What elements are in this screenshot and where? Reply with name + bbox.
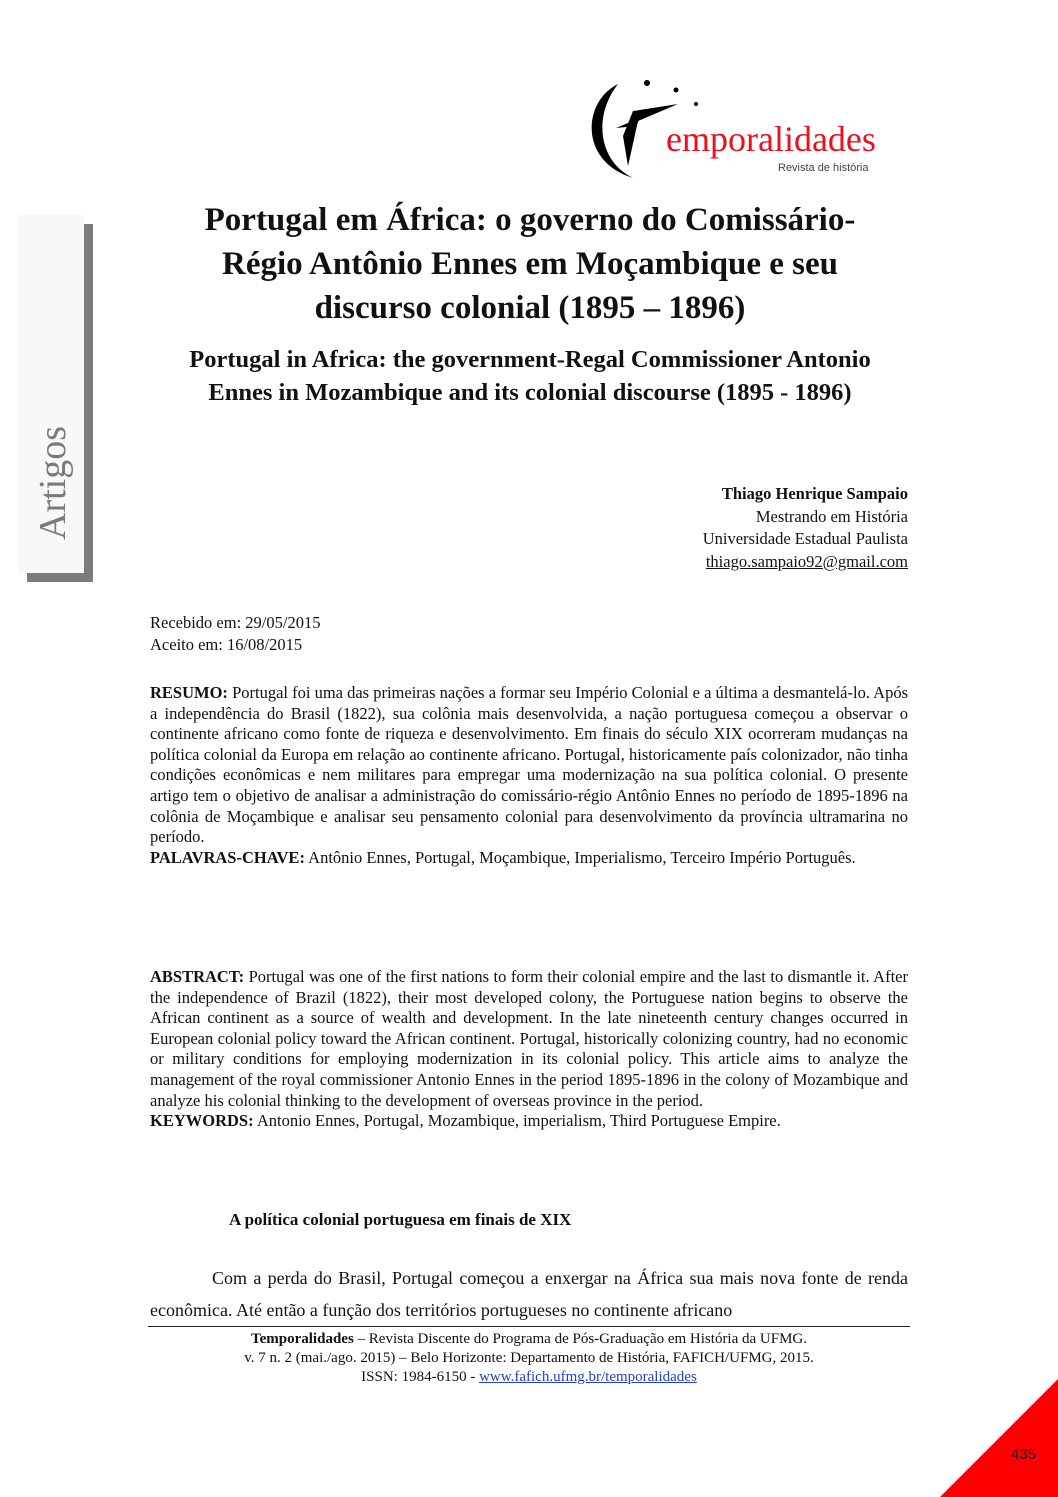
keywords-text: Antonio Ennes, Portugal, Mozambique, imperialism, Third Portuguese Empire. bbox=[256, 1111, 781, 1131]
footer-journal-name: Temporalidades bbox=[250, 1331, 354, 1347]
page-corner-triangle bbox=[940, 1379, 1058, 1497]
page-number: 435 bbox=[1011, 1446, 1037, 1463]
resumo-block bbox=[150, 683, 908, 868]
footer-line1: – Revista Discente do Programa de Pós-Graduação em História da UFMG. bbox=[353, 1331, 808, 1347]
accepted-date: Aceito em: 16/08/2015 bbox=[150, 635, 303, 654]
journal-logo bbox=[578, 66, 898, 186]
dates-block bbox=[150, 612, 320, 656]
author-institution: Universidade Estadual Paulista bbox=[702, 529, 908, 548]
logo-wordmark: emporalidades bbox=[666, 119, 876, 159]
footer-url-link[interactable]: www.fafich.ufmg.br/temporalidades bbox=[479, 1369, 697, 1385]
section-tab-label: Artigos bbox=[32, 426, 74, 540]
footer-issn: ISSN: 1984-6150 - bbox=[361, 1369, 480, 1385]
palavras-chave-label: PALAVRAS-CHAVE: bbox=[150, 847, 305, 867]
footer-divider bbox=[148, 1326, 910, 1327]
author-block bbox=[703, 483, 908, 573]
logo-subtitle: Revista de história bbox=[778, 162, 869, 174]
abstract-block bbox=[150, 967, 908, 1132]
keywords-label: KEYWORDS: bbox=[150, 1111, 254, 1131]
page-footer bbox=[148, 1330, 910, 1387]
abstract-label: ABSTRACT: bbox=[150, 967, 245, 986]
footer-line2: v. 7 n. 2 (mai./ago. 2015) – Belo Horizonte: Departamento de História, FAFICH/UFMG, 2015. bbox=[244, 1350, 814, 1366]
article-title-pt: Portugal em África: o governo do Comissário-Régio Antônio Ennes em Moçambique e seu discurso colonial (1895 – 1896) bbox=[204, 202, 856, 326]
palavras-chave-text: Antônio Ennes, Portugal, Moçambique, Imperialismo, Terceiro Império Português. bbox=[308, 847, 856, 867]
article-title-en: Portugal in Africa: the government-Regal Commissioner Antonio Ennes in Mozambique and its colonial discourse (1895 - 1896) bbox=[189, 346, 871, 406]
author-email-link[interactable]: thiago.sampaio92@gmail.com bbox=[705, 551, 908, 571]
author-name: Thiago Henrique Sampaio bbox=[721, 484, 908, 503]
abstract-text: Portugal was one of the first nations to form their colonial empire and the last to dismantle it. After the independence of Brazil (1822), their most developed colony, the Portuguese nation begins to observe the African continent as a source of wealth and development. In the late nineteenth century changes occurred in European colonial policy toward the African continent. Portugal, historically colonizing country, had no economic or military conditions for employing modernization in its colonial policy. This article aims to analyze the management of the royal commissioner Antonio Ennes in the period 1895-1896 in the colony of Mozambique and analyze his colonial thinking to the development of overseas province in the period. bbox=[150, 967, 908, 1110]
section-heading: A política colonial portuguesa em finais de XIX bbox=[229, 1210, 572, 1229]
resumo-text: Portugal foi uma das primeiras nações a formar seu Império Colonial e a última a desmantelá-lo. Após a independência do Brasil (1822), sua colônia mais desenvolvida, a nação portuguesa começou a observar o continente africano como fonte de riqueza e desenvolvimento. Em finais do século XIX ocorreram mudanças na política colonial da Europa em relação ao continente africano. Portugal, historicamente país colonizador, não tinha condições econômicas e nem militares para empregar uma modernização na sua política colonial. O presente artigo tem o objetivo de analisar a administração do comissário-régio Antônio Ennes no período de 1895-1896 na colônia de Moçambique e analisar seu pensamento colonial para desenvolvimento da província ultramarina no período. bbox=[150, 683, 908, 847]
body-paragraph: Com a perda do Brasil, Portugal começou a enxergar na África sua mais nova fonte de renda econômica. Até então a função dos territórios portugueses no continente africano bbox=[150, 1268, 908, 1320]
resumo-label: RESUMO: bbox=[150, 683, 228, 702]
received-date: Recebido em: 29/05/2015 bbox=[150, 613, 321, 632]
author-degree: Mestrando em História bbox=[755, 506, 908, 526]
